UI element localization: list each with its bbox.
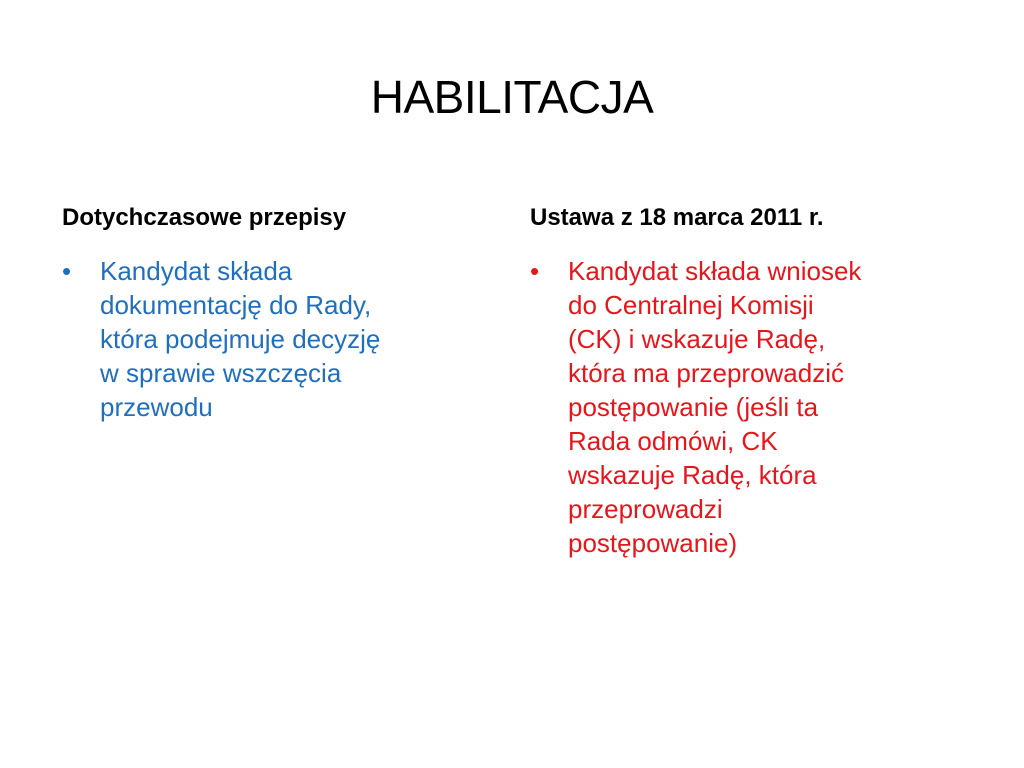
left-bullet-text: Kandydat składa dokumentację do Rady, która podejmuje decyzję w sprawie wszczęcia przewodu <box>100 256 381 422</box>
bullet-icon: • <box>62 256 72 286</box>
left-column-bullets <box>62 254 482 424</box>
list-item <box>62 254 482 424</box>
list-item <box>530 254 970 560</box>
left-column-heading: Dotychczasowe przepisy <box>62 204 347 231</box>
right-column-heading: Ustawa z 18 marca 2011 r. <box>530 204 824 231</box>
bullet-icon: • <box>530 256 540 286</box>
slide-title: HABILITACJA <box>370 71 654 123</box>
right-column-bullets <box>530 254 970 560</box>
right-bullet-text: Kandydat składa wniosek do Centralnej Komisji (CK) i wskazuje Radę, która ma przeprowadzić postępowanie (jeśli ta Rada odmówi, CK wskazuje Radę, która przeprowadzi postępowanie) <box>568 256 862 558</box>
